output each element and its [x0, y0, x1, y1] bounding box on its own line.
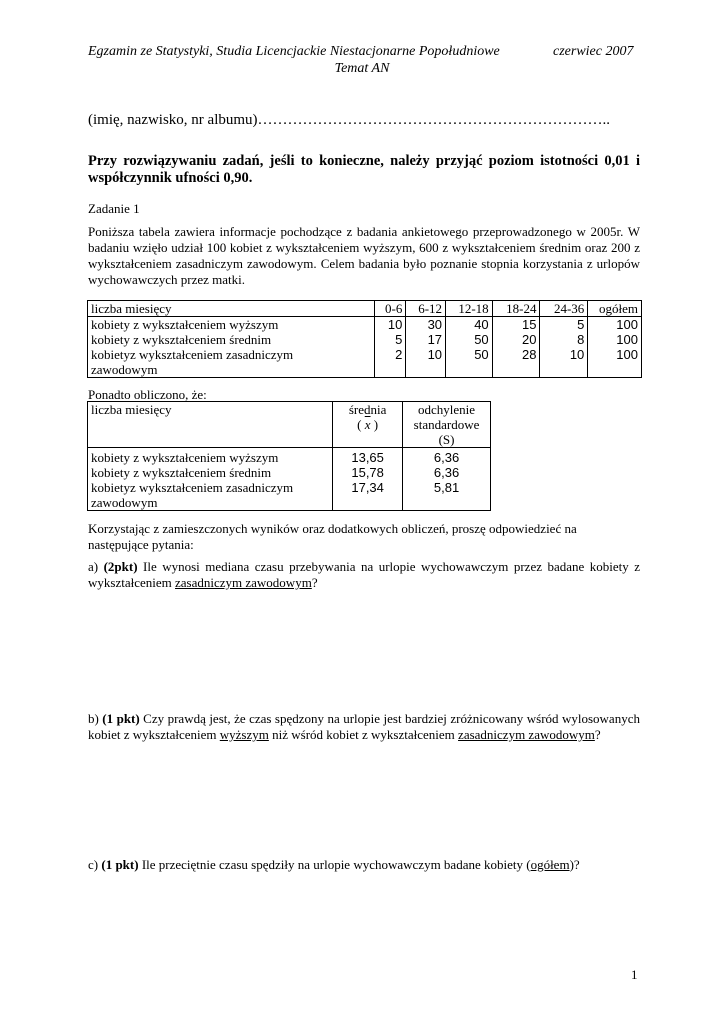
exam-title: Egzamin ze Statystyki, Studia Licencjackie Niestacjonarne Popołudniowe [88, 44, 500, 59]
table-cell: 5 [540, 317, 588, 333]
mean-cell: 15,78 [333, 465, 403, 480]
row-label: kobiety z wykształceniem wyższym [88, 448, 333, 466]
question-points: (2pkt) [103, 559, 138, 574]
table-cell: 10 [374, 317, 405, 333]
table-cell: 30 [406, 317, 446, 333]
instructions [88, 153, 640, 187]
table-corner-label: liczba miesięcy [88, 402, 333, 448]
row-label: kobiety z wykształceniem średnim [88, 332, 375, 347]
row-label-line2: zawodowym [91, 362, 158, 377]
question-points: (1 pkt) [101, 857, 139, 872]
frequency-table [87, 300, 642, 378]
question-end: ? [311, 575, 318, 590]
column-header: 24-36 [540, 301, 588, 317]
sd-header-line1: odchylenie [418, 402, 476, 417]
question-emphasis: zasadniczym zawodowym [175, 575, 312, 590]
mean-paren-open: ( [357, 417, 365, 432]
column-header: 0-6 [374, 301, 405, 317]
question-c [88, 857, 640, 873]
row-label: kobiety z wykształceniem średnim [88, 465, 333, 480]
also-computed-label: Ponadto obliczono, że: [88, 387, 207, 402]
task-intro: Poniższa tabela zawiera informacje pochodzące z badania ankietowego przeprowadzonego w 2005r. W badaniu wzięło udział 100 kobiet z wykształceniem wyższym, 600 z wykształceniem średnim oraz 200 z wykształceniem zasadniczym zawodowym. Celem badania było poznanie stopnia korzystania z urlopów wychowawczych przez matki. [88, 224, 640, 287]
table-header-row [88, 301, 642, 317]
table-cell: 100 [588, 317, 642, 333]
exam-date: czerwiec 2007 [553, 44, 634, 59]
row-label [88, 480, 333, 511]
student-info-line: (imię, nazwisko, nr albumu)…………………………………………………………….. [88, 112, 611, 128]
table-row [88, 347, 642, 378]
table-cell: 100 [588, 332, 642, 347]
row-label-line1: kobietyz wykształceniem zasadniczym [91, 347, 294, 362]
question-letter: c) [88, 857, 102, 872]
table-cell: 2 [374, 347, 405, 378]
task-title: Zadanie 1 [88, 201, 140, 216]
table-row [88, 317, 642, 333]
mean-header-label: średnia [348, 402, 387, 417]
question-a [88, 559, 640, 591]
table-cell: 10 [406, 347, 446, 378]
column-header: 6-12 [406, 301, 446, 317]
question-emphasis-2: zasadniczym zawodowym [458, 727, 595, 742]
mean-cell: 17,34 [333, 480, 403, 511]
question-text: Ile wynosi mediana czasu przebywania na urlopie wychowawczym przez badane kobiety z wykształceniem [88, 559, 640, 590]
sd-header-line3: (S) [438, 432, 455, 447]
question-letter: a) [88, 559, 104, 574]
question-emphasis: wyższym [219, 727, 269, 742]
sd-header-line2: standardowe [413, 417, 480, 432]
question-end: )? [569, 857, 580, 872]
mean-paren-close: ) [370, 417, 379, 432]
mean-cell: 13,65 [333, 448, 403, 466]
table-cell: 50 [446, 347, 493, 378]
table-cell: 17 [406, 332, 446, 347]
table-header-row [88, 402, 491, 448]
answer-prompt: Korzystając z zamieszczonych wyników oraz dodatkowych obliczeń, proszę odpowiedzieć na następujące pytania: [88, 521, 577, 552]
table-corner-label: liczba miesięcy [88, 301, 375, 317]
sd-cell: 5,81 [403, 480, 491, 511]
table-cell: 28 [492, 347, 540, 378]
table-row [88, 465, 491, 480]
mean-symbol [336, 417, 399, 432]
statistics-table [87, 401, 491, 511]
sd-header [403, 402, 491, 448]
question-emphasis: ogółem [530, 857, 570, 872]
instructions-text: Przy rozwiązywaniu zadań, jeśli to konieczne, należy przyjąć poziom istotności 0,01 i współczynnik ufności 0,90. [88, 153, 640, 186]
question-text: Czy prawdą jest, że czas spędzony na urlopie jest bardziej zróżnicowany wśród wylosowanych kobiet z wykształceniem [88, 711, 640, 742]
question-end: ? [594, 727, 601, 742]
table-row [88, 448, 491, 466]
row-label [88, 347, 375, 378]
column-header: ogółem [588, 301, 642, 317]
table-cell: 8 [540, 332, 588, 347]
table-cell: 5 [374, 332, 405, 347]
table-cell: 40 [446, 317, 493, 333]
table-cell: 15 [492, 317, 540, 333]
table-cell: 10 [540, 347, 588, 378]
table-row [88, 480, 491, 511]
question-text: Ile przeciętnie czasu spędziły na urlopie wychowawczym badane kobiety ( [138, 857, 531, 872]
question-text-2: niż wśród kobiet z wykształceniem [268, 727, 459, 742]
table-cell: 20 [492, 332, 540, 347]
sd-cell: 6,36 [403, 465, 491, 480]
sd-cell: 6,36 [403, 448, 491, 466]
mean-header [333, 402, 403, 448]
question-b [88, 711, 640, 743]
x-bar-symbol: $\overline{x}$ [364, 417, 371, 432]
page-number: 1 [631, 967, 638, 982]
question-points: (1 pkt) [102, 711, 140, 726]
table-cell: 100 [588, 347, 642, 378]
row-label: kobiety z wykształceniem wyższym [88, 317, 375, 333]
question-letter: b) [88, 711, 103, 726]
table-row [88, 332, 642, 347]
column-header: 12-18 [446, 301, 493, 317]
row-label-line2: zawodowym [91, 495, 158, 510]
table-cell: 50 [446, 332, 493, 347]
column-header: 18-24 [492, 301, 540, 317]
exam-subtitle: Temat AN [334, 61, 390, 76]
row-label-line1: kobietyz wykształceniem zasadniczym [91, 480, 294, 495]
